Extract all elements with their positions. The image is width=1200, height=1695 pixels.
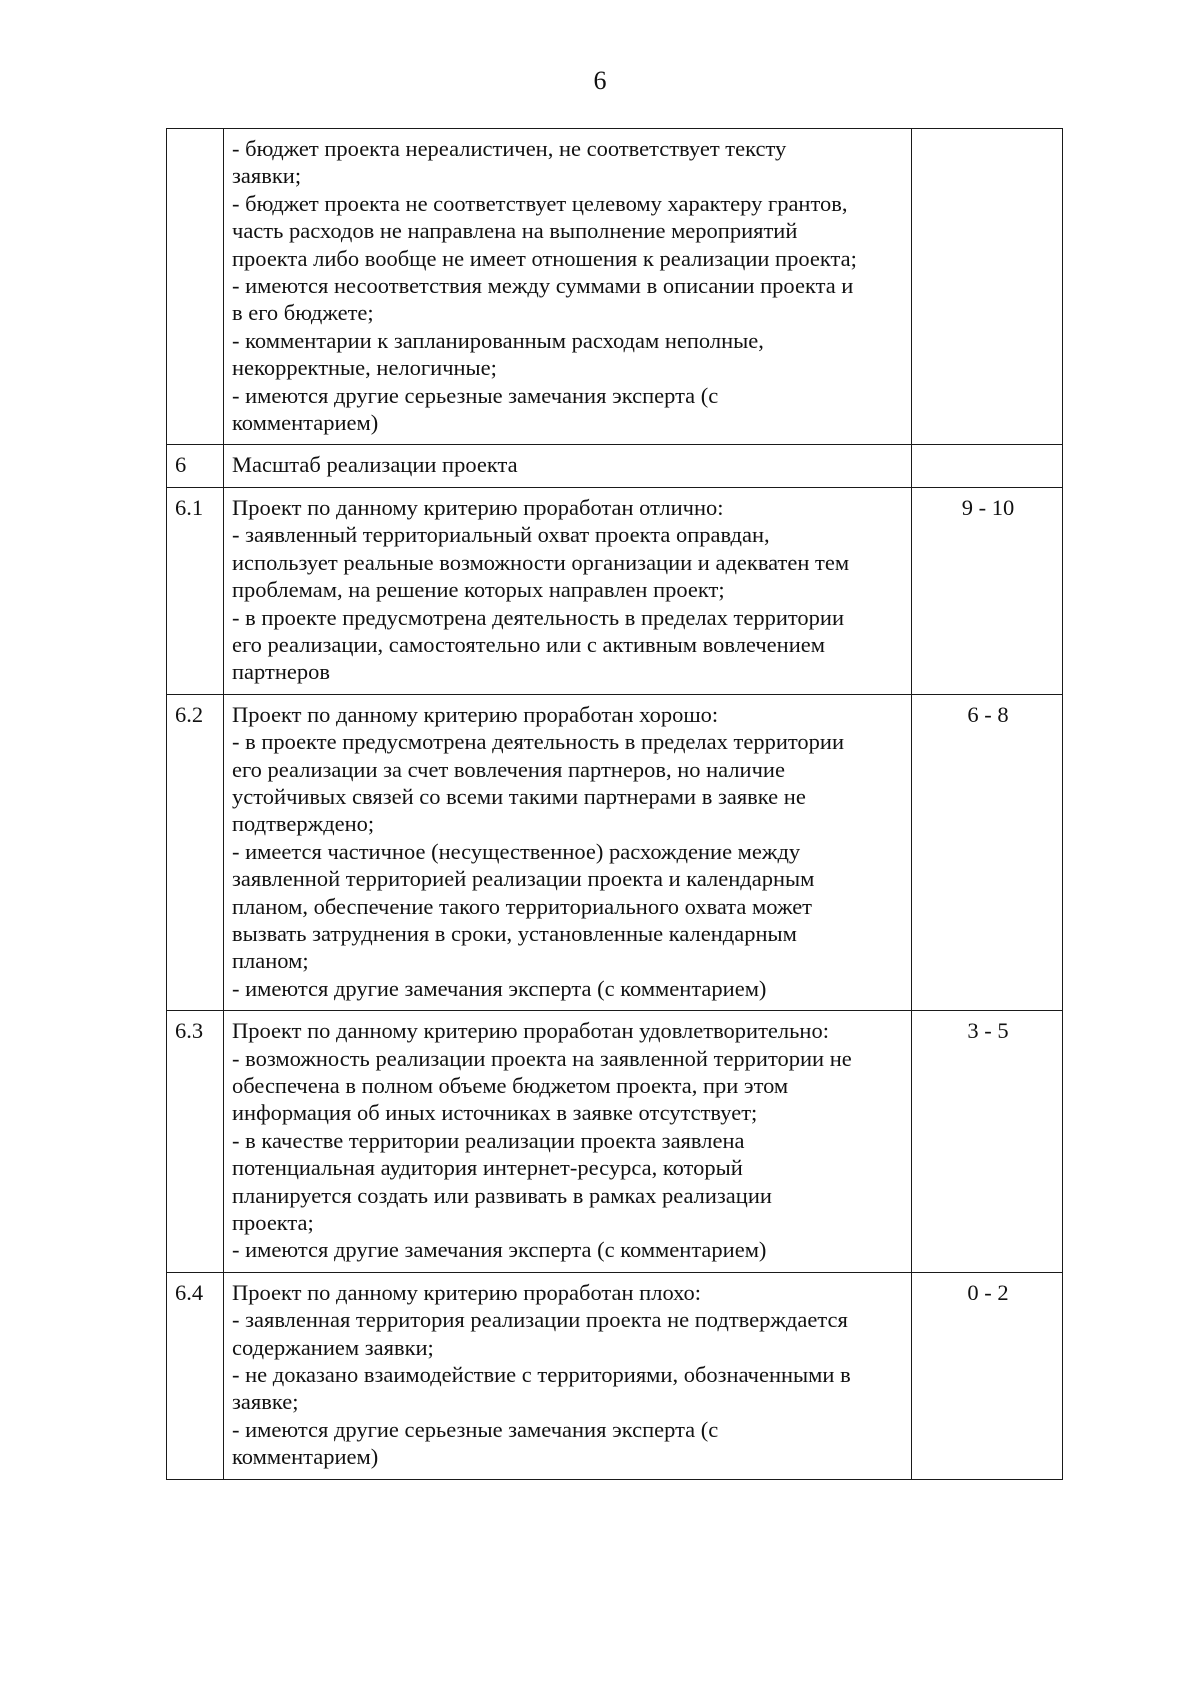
description-line: его реализации, самостоятельно или с активным вовлечением	[232, 631, 825, 657]
description-line: некорректные, нелогичные;	[232, 355, 497, 381]
description-line: комментарием)	[232, 410, 379, 436]
criterion-score: 9 - 10	[912, 487, 1063, 694]
description-line: планом, обеспечение такого территориального охвата может	[232, 893, 813, 919]
criterion-number: 6.2	[167, 694, 224, 1010]
criterion-description	[224, 1011, 912, 1273]
description-line: партнеров	[232, 659, 330, 685]
description-line: часть расходов не направлена на выполнение мероприятий	[232, 218, 798, 244]
description-line: - заявленная территория реализации проекта не подтверждается	[232, 1307, 848, 1333]
criterion-description	[224, 694, 912, 1010]
description-line: - имеются несоответствия между суммами в описании проекта и	[232, 273, 854, 299]
description-line: - в качестве территории реализации проекта заявлена	[232, 1127, 745, 1153]
description-line: планируется создать или развивать в рамках реализации	[232, 1182, 772, 1208]
description-line: Проект по данному критерию проработан отлично:	[232, 494, 724, 520]
description-line: Проект по данному критерию проработан плохо:	[232, 1279, 702, 1305]
description-line: подтверждено;	[232, 811, 375, 837]
table-row	[167, 487, 1063, 694]
description-line: заявке;	[232, 1389, 299, 1415]
criterion-description	[224, 487, 912, 694]
description-line: - заявленный территориальный охват проекта оправдан,	[232, 522, 770, 548]
criterion-score: 0 - 2	[912, 1272, 1063, 1479]
description-line: Проект по данному критерию проработан удовлетворительно:	[232, 1018, 829, 1044]
description-line: Проект по данному критерию проработан хорошо:	[232, 701, 719, 727]
description-line: проекта;	[232, 1210, 314, 1236]
description-line: - в проекте предусмотрена деятельность в пределах территории	[232, 729, 844, 755]
criterion-score: 6 - 8	[912, 694, 1063, 1010]
description-line: Масштаб реализации проекта	[232, 452, 518, 478]
description-line: планом;	[232, 948, 309, 974]
criterion-number: 6.3	[167, 1011, 224, 1273]
criterion-number	[167, 129, 224, 445]
description-line: потенциальная аудитория интернет-ресурса, который	[232, 1155, 743, 1181]
criteria-table-body	[167, 129, 1063, 1480]
criterion-score	[912, 445, 1063, 487]
description-line: проблемам, на решение которых направлен проект;	[232, 577, 725, 603]
criterion-score: 3 - 5	[912, 1011, 1063, 1273]
page-number: 6	[593, 66, 607, 95]
table-row	[167, 129, 1063, 445]
description-line: устойчивых связей со всеми такими партнерами в заявке не	[232, 783, 806, 809]
description-line: проекта либо вообще не имеет отношения к реализации проекта;	[232, 245, 857, 271]
description-line: - имеются другие серьезные замечания эксперта (с	[232, 1416, 719, 1442]
description-line: заявки;	[232, 163, 302, 189]
criterion-number: 6.1	[167, 487, 224, 694]
description-line: - комментарии к запланированным расходам неполные,	[232, 327, 764, 353]
description-line: использует реальные возможности организации и адекватен тем	[232, 549, 850, 575]
table-row	[167, 1011, 1063, 1273]
table-row	[167, 445, 1063, 487]
description-line: - возможность реализации проекта на заявленной территории не	[232, 1045, 852, 1071]
criterion-score	[912, 129, 1063, 445]
criterion-description	[224, 1272, 912, 1479]
criterion-number: 6	[167, 445, 224, 487]
description-line: заявленной территорией реализации проекта и календарным	[232, 866, 815, 892]
description-line: его реализации за счет вовлечения партнеров, но наличие	[232, 756, 785, 782]
description-line: обеспечена в полном объеме бюджетом проекта, при этом	[232, 1073, 789, 1098]
description-line: содержанием заявки;	[232, 1334, 434, 1360]
description-line: - имеются другие замечания эксперта (с комментарием)	[232, 1237, 767, 1263]
description-line: - имеются другие замечания эксперта (с комментарием)	[232, 975, 767, 1001]
description-line: - имеется частичное (несущественное) расхождение между	[232, 838, 801, 864]
table-row	[167, 694, 1063, 1010]
criterion-description	[224, 445, 912, 487]
description-line: информация об иных источниках в заявке отсутствует;	[232, 1100, 758, 1126]
description-line: - в проекте предусмотрена деятельность в пределах территории	[232, 604, 844, 630]
table-row	[167, 1272, 1063, 1479]
description-line: - не доказано взаимодействие с территориями, обозначенными в	[232, 1362, 851, 1388]
description-line: - бюджет проекта нереалистичен, не соответствует тексту	[232, 136, 787, 161]
criterion-number: 6.4	[167, 1272, 224, 1479]
criterion-description	[224, 129, 912, 445]
criteria-table	[166, 128, 1063, 1480]
description-line: комментарием)	[232, 1444, 379, 1470]
description-line: вызвать затруднения в сроки, установленные календарным	[232, 920, 797, 946]
description-line: в его бюджете;	[232, 300, 374, 326]
description-line: - имеются другие серьезные замечания эксперта (с	[232, 382, 719, 408]
description-line: - бюджет проекта не соответствует целевому характеру грантов,	[232, 190, 848, 216]
